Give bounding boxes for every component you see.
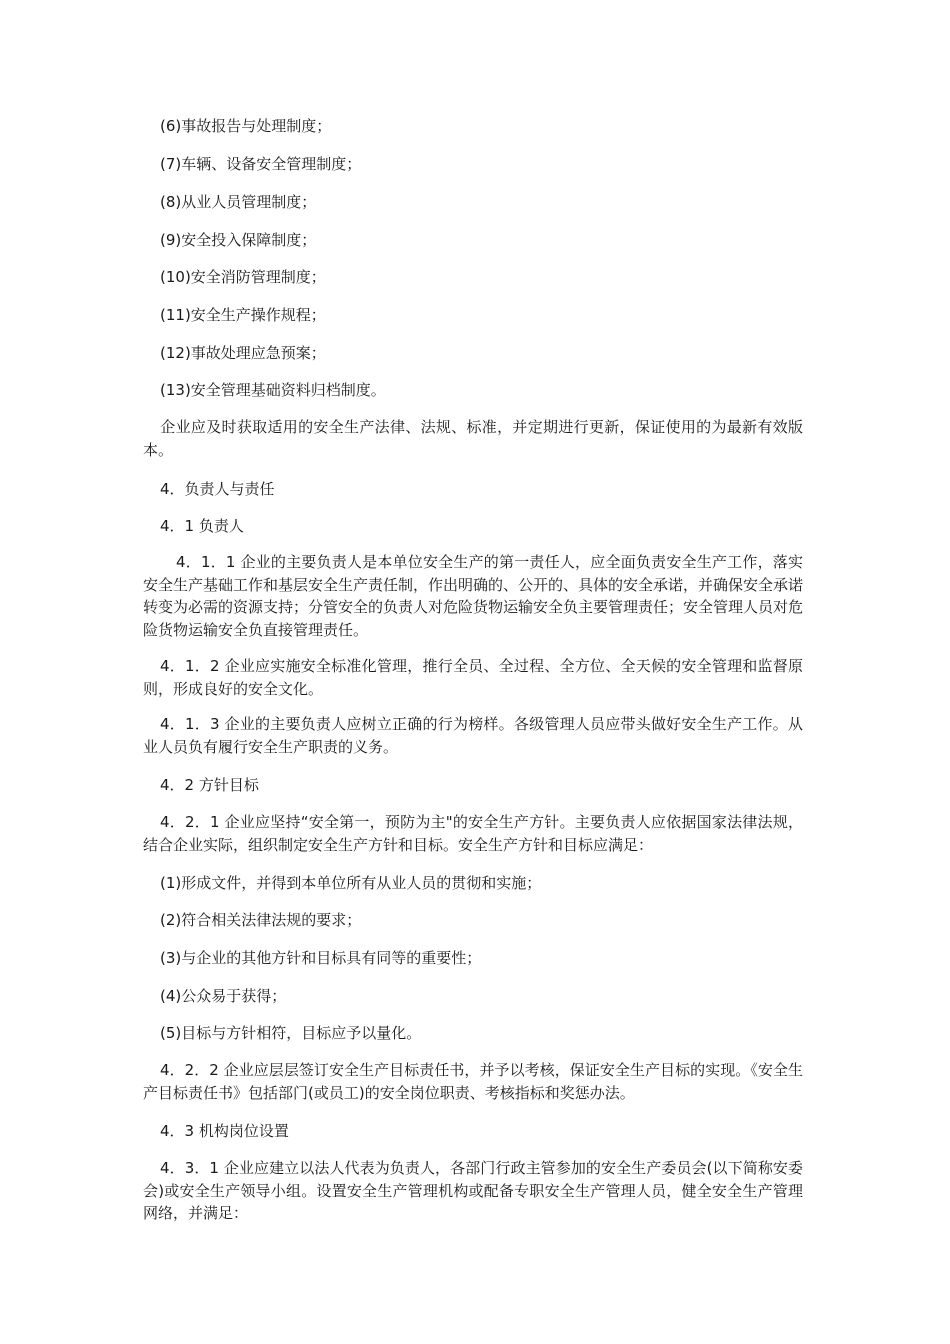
paragraph-4-1-3-text: 4．1．3 企业的主要负责人应树立正确的行为榜样。各级管理人员应带头做好安全生产工作。从业人员负有履行安全生产职责的义务。 bbox=[143, 715, 803, 756]
list-item: (6)事故报告与处理制度； bbox=[160, 117, 332, 135]
list-item: (1)形成文件，并得到本单位所有从业人员的贯彻和实施； bbox=[160, 874, 542, 892]
heading-4-3: 4．3 机构岗位设置 bbox=[160, 1122, 289, 1140]
list-item: (2)符合相关法律法规的要求； bbox=[160, 911, 362, 929]
paragraph-4-3-1 bbox=[143, 1157, 803, 1225]
paragraph-4-1-2 bbox=[143, 655, 803, 700]
heading-4-1: 4．1 负责人 bbox=[160, 517, 244, 535]
list-item: (7)车辆、设备安全管理制度； bbox=[160, 155, 362, 173]
paragraph-4-2-1-text: 4．2．1 企业应坚持“安全第一，预防为主"的安全生产方针。主要负责人应依据国家法律法规，结合企业实际，组织制定安全生产方针和目标。安全生产方针和目标应满足： bbox=[143, 813, 803, 854]
list-item: (4)公众易于获得； bbox=[160, 987, 287, 1005]
paragraph-4-1-1-text: 4．1．1 企业的主要负责人是本单位安全生产的第一责任人，应全面负责安全生产工作，落实安全生产基础工作和基层安全生产责任制，作出明确的、公开的、具体的安全承诺，并确保安全承诺转变为必需的资源支持；分管安全的负责人对危险货物运输安全负主要管理责任；安全管理人员对危险货物运输安全负直接管理责任。 bbox=[143, 553, 804, 639]
list-item: (3)与企业的其他方针和目标具有同等的重要性； bbox=[160, 949, 482, 967]
heading-4: 4．负责人与责任 bbox=[160, 480, 275, 498]
list-item: (8)从业人员管理制度； bbox=[160, 193, 317, 211]
list-item: (9)安全投入保障制度； bbox=[160, 231, 317, 249]
heading-4-2: 4．2 方针目标 bbox=[160, 776, 259, 794]
list-item: (12)事故处理应急预案； bbox=[160, 344, 326, 362]
paragraph-4-1-3 bbox=[143, 713, 803, 758]
list-item: (5)目标与方针相符，目标应予以量化。 bbox=[160, 1024, 422, 1042]
paragraph-4-3-1-text: 4．3．1 企业应建立以法人代表为负责人，各部门行政主管参加的安全生产委员会(以下简称安委会)或安全生产领导小组。设置安全生产管理机构或配备专职安全生产管理人员，健全安全生产管理网络，并满足： bbox=[143, 1159, 803, 1222]
paragraph-update bbox=[143, 416, 803, 461]
paragraph-4-1-1 bbox=[143, 551, 803, 641]
paragraph-4-2-2-text: 4．2．2 企业应层层签订安全生产目标责任书，并予以考核，保证安全生产目标的实现。《安全生产目标责任书》包括部门(或员工)的安全岗位职责、考核指标和奖惩办法。 bbox=[143, 1061, 803, 1102]
list-item: (13)安全管理基础资料归档制度。 bbox=[160, 381, 386, 399]
paragraph-4-2-2 bbox=[143, 1059, 803, 1104]
list-item: (10)安全消防管理制度； bbox=[160, 268, 326, 286]
paragraph-4-1-2-text: 4．1．2 企业应实施安全标准化管理，推行全员、全过程、全方位、全天候的安全管理和监督原则，形成良好的安全文化。 bbox=[143, 657, 803, 698]
paragraph-update-text: 企业应及时获取适用的安全生产法律、法规、标准，并定期进行更新，保证使用的为最新有效版本。 bbox=[143, 418, 803, 459]
paragraph-4-2-1 bbox=[143, 811, 803, 856]
list-item: (11)安全生产操作规程； bbox=[160, 306, 326, 324]
